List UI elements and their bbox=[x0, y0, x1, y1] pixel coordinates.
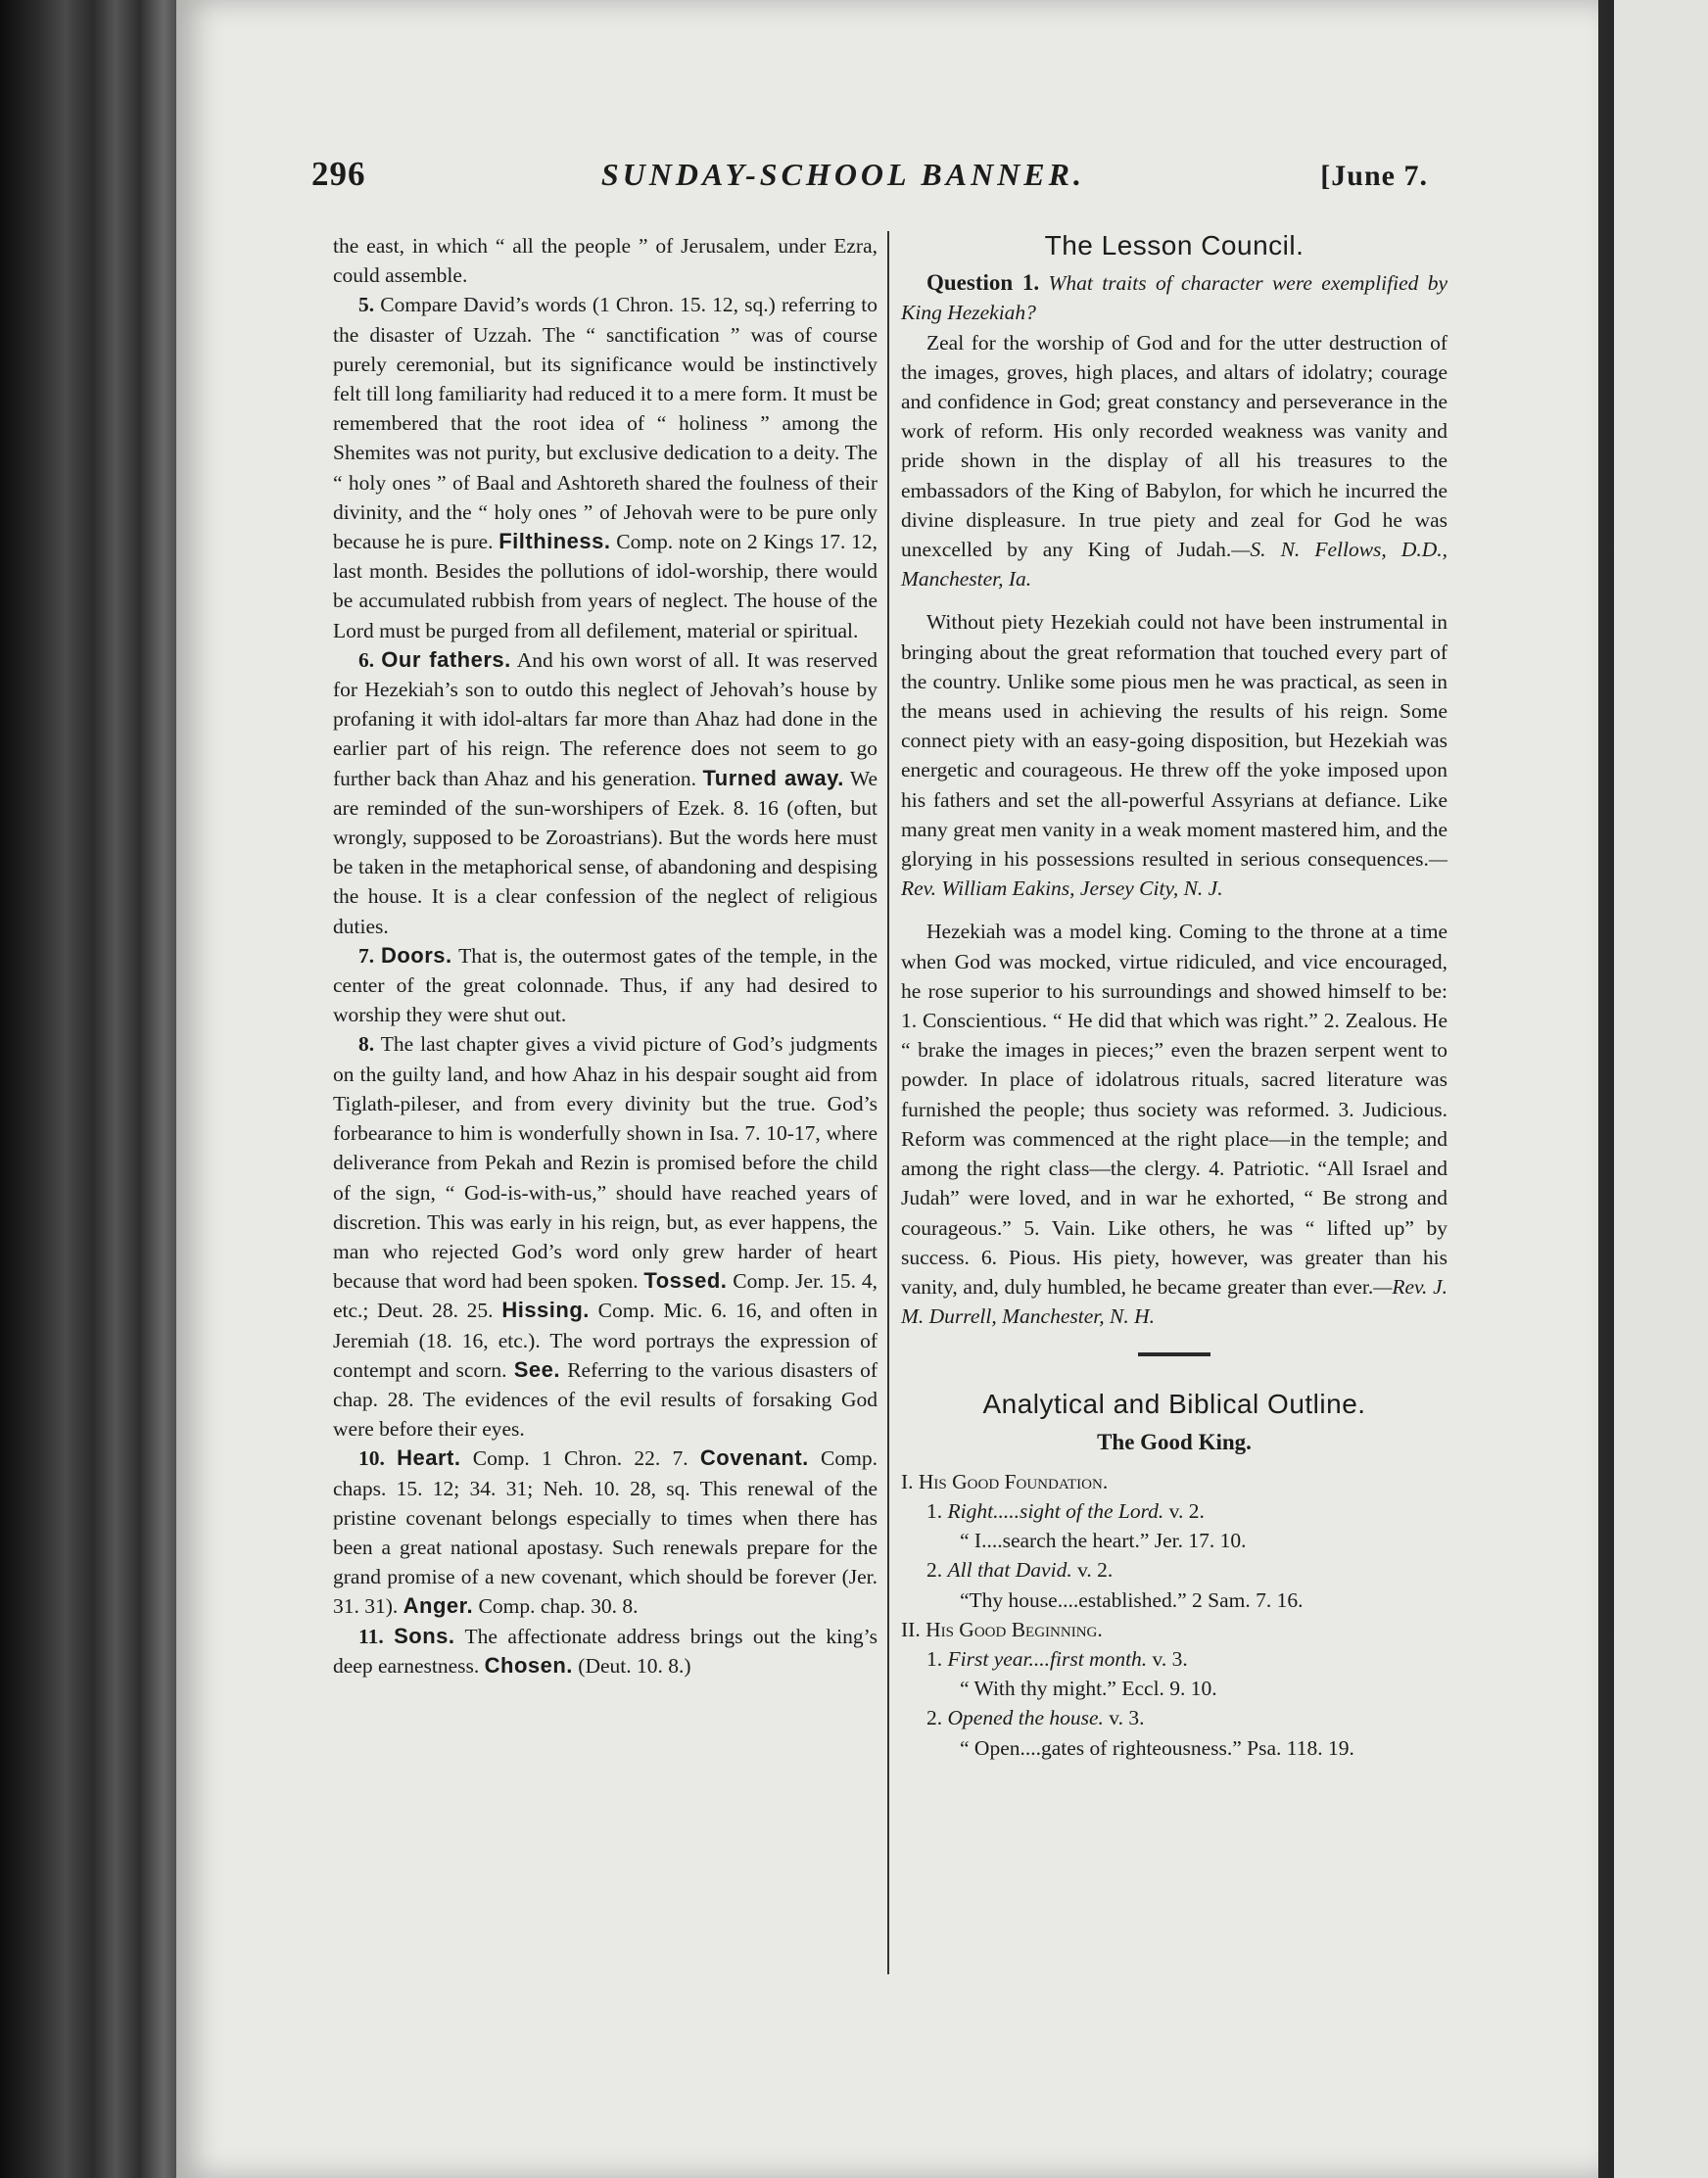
section-divider bbox=[1138, 1352, 1210, 1356]
outline-heading: II. His Good Beginning. bbox=[901, 1617, 1103, 1641]
lesson-council-title: The Lesson Council. bbox=[1044, 230, 1305, 260]
outline-quote: “ Open....gates of righteousness.” Psa. 118. 19. bbox=[960, 1735, 1354, 1760]
question-1: Question 1. What traits of character were exemplified by King Hezekiah? bbox=[901, 270, 1447, 325]
page-header bbox=[311, 155, 1428, 213]
running-title: SUNDAY-SCHOOL BANNER. bbox=[600, 157, 1085, 192]
paragraph-6: 6. Our fathers. And his own worst of all. It was reserved for Hezekiah’s son to outdo this neglect of Jehovah’s house by profaning it with idol-altars far more than Ahaz had done in the earlier part of his reign. The reference does not seem to go further back than Ahaz and his generation. Turned away. We are reminded of the sun-worshipers of Ezek. 8. 16 (often, but wrongly, supposed to be Zoroastrians). But the words here must be taken in the metaphorical sense, of abandoning and despising the house. It is a clear confession of the neglect of religious duties. bbox=[333, 646, 878, 938]
issue-date: [June 7. bbox=[1320, 160, 1428, 192]
outline-item: 2. Opened the house. v. 3. bbox=[926, 1706, 1145, 1730]
answer-1: Zeal for the worship of God and for the utter destruction of the images, groves, high places, and altars of idolatry; courage and confidence in God; great constancy and perseverance in the work of reform. His only recorded weakness was vanity and pride shown in the display of all his treasures to the embassadors of the King of Babylon, for which he incurred the divine displeasure. In true piety and zeal for God he was unexcelled by any King of Judah.—S. N. Fellows, D.D., Manchester, Ia. bbox=[901, 330, 1447, 592]
outline-quote: “ With thy might.” Eccl. 9. 10. bbox=[960, 1677, 1217, 1701]
outline-heading: I. His Good Foundation. bbox=[901, 1469, 1109, 1493]
outline-item: 1. First year....first month. v. 3. bbox=[926, 1646, 1188, 1671]
outline-list bbox=[901, 1467, 1447, 1763]
paragraph-8: 8. The last chapter gives a vivid picture of God’s judgments on the guilty land, and how Ahaz in his despair sought aid from Tiglath-pileser, and from every divinity but the true. God’s forbearance to him is wonderfully shown in Isa. 7. 10-17, where deliverance from Pekah and Rezin is promised before the child of the sign, “ God-is-with-us,” should have reached years of discretion. This was early in his reign, but, as ever happens, the man who rejected God’s word only grew harder of heart because that word had been spoken. Tossed. Comp. Jer. 15. 4, etc.; Deut. 28. 25. Hissing. Comp. Mic. 6. 16, and often in Jeremiah (18. 16, etc.). The word portrays the expression of contempt and scorn. See. Referring to the various disasters of chap. 28. The evidences of the evil results of forsaking God were before their eyes. bbox=[333, 1032, 878, 1442]
next-page-edge bbox=[1614, 0, 1708, 2178]
paragraph-7: 7. Doors. That is, the outermost gates of the temple, in the center of the great colonnade. Thus, if any had desired to worship they were shut out. bbox=[333, 942, 878, 1027]
paragraph-5: 5. Compare David’s words (1 Chron. 15. 12, sq.) referring to the disaster of Uzzah. The “ sanctification ” was of course purely ceremonial, but its significance would be instinctively felt till long familiarity had reduced it to a mere form. It must be remembered that the root idea of “ holiness ” among the Shemites was not purity, but exclusive dedication to a deity. The “ holy ones ” of Baal and Ashtoreth shared the foulness of their divinity, and the “ holy ones ” of Jehovah were to be pure only because he is pure. Filthiness. Comp. note on 2 Kings 17. 12, last month. Besides the pollutions of idol-worship, there would be accumulated rubbish from years of neglect. The house of the Lord must be purged from all defilement, material or spiritual. bbox=[333, 293, 878, 642]
outline-quote: “ I....search the heart.” Jer. 17. 10. bbox=[960, 1529, 1247, 1553]
column-divider bbox=[887, 231, 889, 1974]
answer-2: Without piety Hezekiah could not have been instrumental in bringing about the great reformation that touched every part of the country. Unlike some pious men he was practical, as seen in the means used in achieving the results of his reign. Some connect piety with an easy-going disposition, but Hezekiah was energetic and courageous. He threw off the yoke imposed upon his fathers and set the all-powerful Assyrians at defiance. Like many great men vanity in a weak moment mastered him, and the glorying in his possessions resulted in serious consequences.—Rev. William Eakins, Jersey City, N. J. bbox=[901, 610, 1447, 901]
paragraph-10: 10. Heart. Comp. 1 Chron. 22. 7. Covenant. Comp. chaps. 15. 12; 34. 31; Neh. 10. 28, sq. This renewal of the pristine covenant belongs especially to times when there has been a great national apostasy. Such renewals prepare for the grand promise of a new covenant, which should be forever (Jer. 31. 31). Anger. Comp. chap. 30. 8. bbox=[333, 1445, 878, 1619]
answer-3: Hezekiah was a model king. Coming to the throne at a time when God was mocked, virtue ridiculed, and vice encouraged, he rose superior to his surroundings and showed himself to be: 1. Conscientious. “ He did that which was right.” 2. Zealous. He “ brake the images in pieces;” even the brazen serpent went to powder. In place of idolatrous rituals, sacred literature was furnished the people; thus society was reformed. 3. Judicious. Reform was commenced at the right place—in the temple; and among the right class—the clergy. 4. Patriotic. “All Israel and Judah” were loved, and in war he exhorted, “ Be strong and courageous.” 5. Vain. Like others, he was “ lifted up” by success. 6. Pious. His piety, however, was greater than his vanity, and, duly humbled, he became greater than ever.—Rev. J. M. Durrell, Manchester, N. H. bbox=[901, 920, 1447, 1329]
outline-item: 2. All that David. v. 2. bbox=[926, 1558, 1114, 1583]
page-number: 296 bbox=[311, 155, 366, 193]
outline-item: 1. Right.....sight of the Lord. v. 2. bbox=[926, 1498, 1205, 1523]
paragraph-11: 11. Sons. The affectionate address brings out the king’s deep earnestness. Chosen. (Deut. 10. 8.) bbox=[333, 1623, 878, 1678]
book-spine bbox=[0, 0, 186, 2178]
right-column bbox=[901, 231, 1447, 1763]
left-column bbox=[333, 231, 878, 1681]
paragraph: the east, in which “ all the people ” of Jerusalem, under Ezra, could assemble. bbox=[333, 234, 878, 288]
outline-title: Analytical and Biblical Outline. bbox=[982, 1389, 1366, 1420]
outline-quote: “Thy house....established.” 2 Sam. 7. 16. bbox=[960, 1587, 1304, 1612]
outline-subtitle: The Good King. bbox=[1097, 1429, 1252, 1454]
